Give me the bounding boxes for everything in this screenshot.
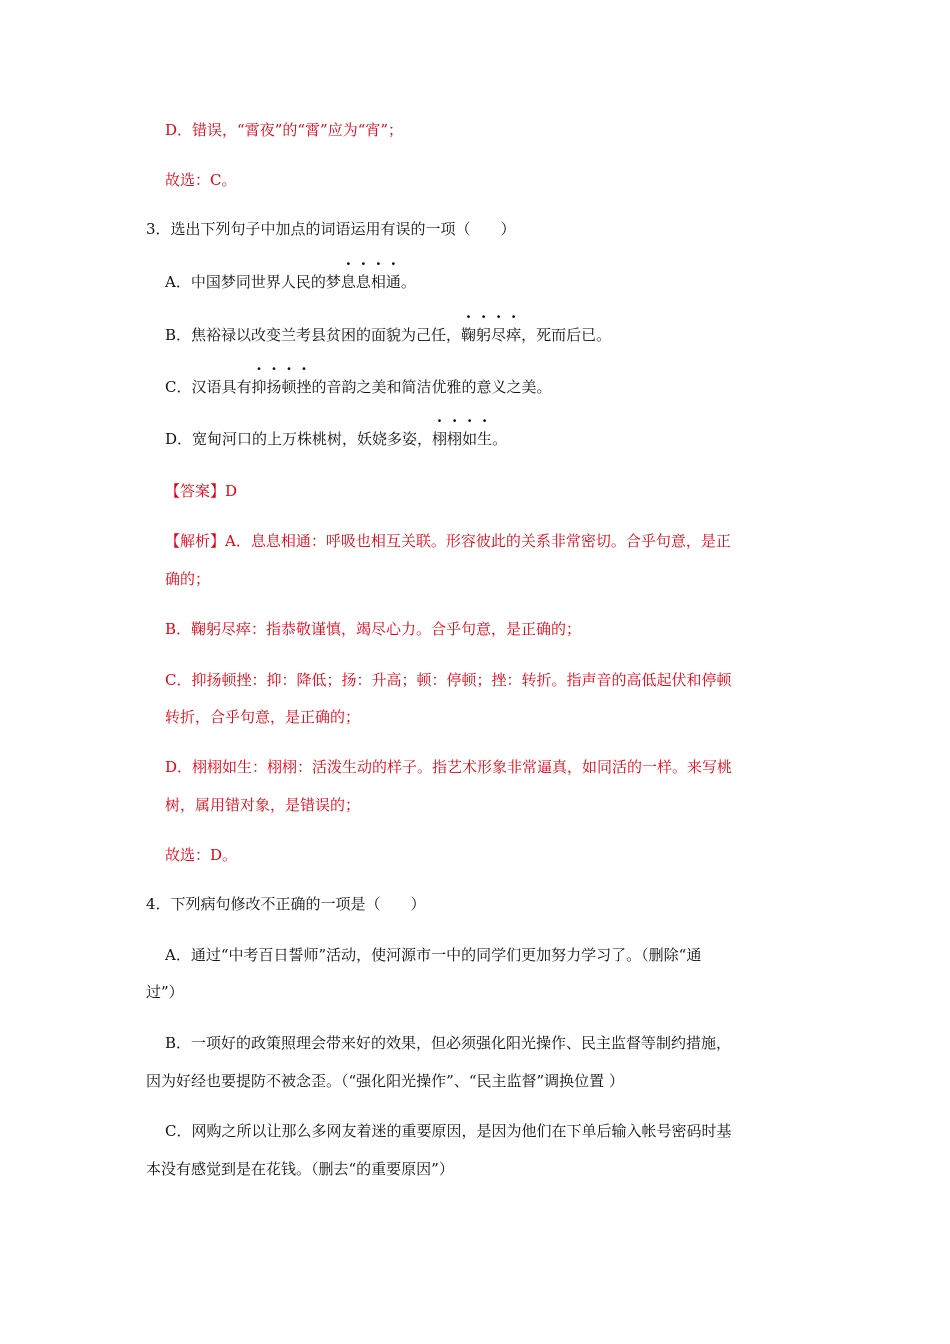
analysis-line-a2: 确的； [165,570,211,588]
dotted-char: 如 [462,430,478,448]
analysis-line-a1 [165,531,731,551]
option-text: ，死而后已。 [521,326,612,344]
option-text: C．汉语具有 [165,378,252,396]
dotted-char: 瘁 [506,326,522,344]
option-text: 。 [400,273,416,291]
analysis-label: 【解析】 [165,532,226,550]
analysis-text: A．息息相通：呼吸也相互关联。形容彼此的关系非常密切。合乎句意，是正 [225,532,731,550]
dotted-char: 尽 [491,326,507,344]
dotted-char: 躬 [476,326,492,344]
question-4-option-c-line1: C．网购之所以让那么多网友着迷的重要原因，是因为他们在下单后输入帐号密码时基 [165,1122,732,1140]
analysis-line-d2: 树，属用错对象，是错误的； [165,796,361,814]
question-3-option-d [165,429,507,449]
question-4-option-a-line2: 过”） [146,983,184,1001]
question-4-option-b-line1: B．一项好的政策照理会带来好的效果，但必须强化阳光操作、民主监督等制约措施， [165,1034,732,1052]
question-3-option-c [165,377,552,397]
answer-line [165,481,237,501]
dotted-char: 息 [340,273,356,291]
dotted-char: 扬 [266,378,282,396]
dotted-char: 挫 [296,378,312,396]
prev-choice: 故选：C。 [165,171,237,189]
answer-label: 【答案】 [165,482,226,500]
dotted-char: 顿 [281,378,297,396]
question-4-stem: 4．下列病句修改不正确的一项是（ ） [146,895,426,913]
dotted-char: 栩 [447,430,463,448]
option-text: B．焦裕禄以改变兰考县贫困的面貌为己任， [165,326,462,344]
option-text: 。 [492,430,508,448]
question-3-option-a [165,272,416,292]
analysis-line-c1: C．抑扬顿挫：抑：降低；扬：升高；顿：停顿；挫：转折。指声音的高低起伏和停顿 [165,671,732,689]
dotted-char: 通 [385,273,401,291]
option-text: A．中国梦同世界人民的梦 [165,273,341,291]
prev-option-d-explanation: D．错误，“霄夜”的“霄”应为“宵”； [165,121,404,139]
question-4-option-a-line1: A．通过“中考百日誓师”活动，使河源市一中的同学们更加努力学习了。（删除“通 [165,946,702,964]
question-4-option-c-line2: 本没有感觉到是在花钱。（删去“的重要原因”） [146,1160,454,1178]
dotted-char: 相 [370,273,386,291]
dotted-char: 栩 [432,430,448,448]
dotted-char: 生 [477,430,493,448]
question-3-stem: 3．选出下列句子中加点的词语运用有误的一项（ ） [146,220,516,238]
analysis-line-d1: D．栩栩如生：栩栩：活泼生动的样子。指艺术形象非常逼真，如同活的一样。来写桃 [165,758,733,776]
analysis-line-c2: 转折，合乎句意，是正确的； [165,708,361,726]
question-4-option-b-line2: 因为好经也要提防不被念歪。（“强化阳光操作”、“民主监督”调换位置 ） [146,1072,624,1090]
option-text: D．宽甸河口的上万株桃树，妖娆多姿， [165,430,433,448]
question-3-option-b [165,325,611,345]
dotted-char: 鞠 [461,326,477,344]
answer-value: D [225,482,238,500]
analysis-line-b: B．鞠躬尽瘁：指恭敬谨慎，竭尽心力。合乎句意，是正确的； [165,620,582,638]
dotted-char: 抑 [251,378,267,396]
option-text: 的音韵之美和简洁优雅的意义之美。 [311,378,552,396]
dotted-char: 息 [355,273,371,291]
analysis-choice: 故选：D。 [165,846,238,864]
